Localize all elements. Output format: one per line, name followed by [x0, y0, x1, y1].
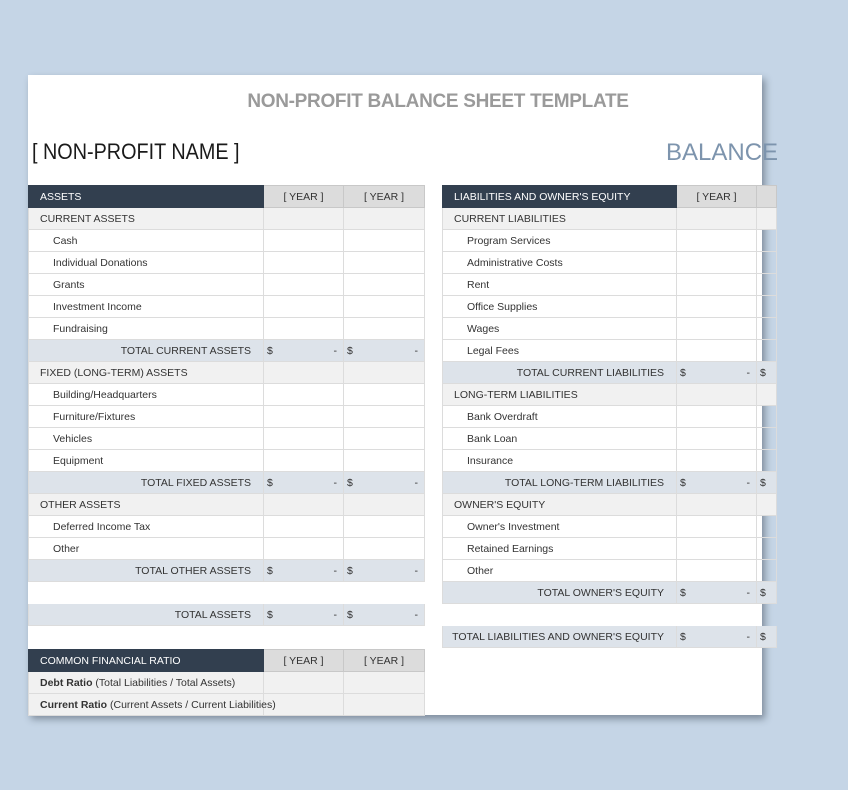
table-row [29, 296, 425, 318]
total-row: TOTAL OWNER'S EQUITY $ - $ [443, 582, 777, 604]
total-row: TOTAL CURRENT LIABILITIES $ - $ [443, 362, 777, 384]
total-value: $ - [264, 340, 344, 362]
amount-cell[interactable] [264, 296, 344, 318]
ratio-header-row [29, 650, 425, 672]
year-header[interactable]: [ YEAR ] [677, 186, 757, 208]
table-row [29, 274, 425, 296]
year-header[interactable]: [ YEAR ] [264, 186, 344, 208]
amount-cell[interactable] [677, 560, 757, 582]
amount-cell[interactable] [264, 252, 344, 274]
ratio-name: Current Ratio [40, 698, 108, 711]
grand-total-row: TOTAL LIABILITIES AND OWNER'S EQUITY $ - $ [443, 626, 777, 648]
amount-cell[interactable] [677, 318, 757, 340]
row-label: Other [29, 538, 264, 560]
row-label: Grants [29, 274, 264, 296]
row-label: Vehicles [29, 428, 264, 450]
row-label: Wages [443, 318, 677, 340]
amount-cell[interactable] [677, 538, 757, 560]
row-label: Furniture/Fixtures [29, 406, 264, 428]
amount-cell[interactable] [677, 252, 757, 274]
year-header[interactable]: [ YEAR ] [344, 650, 425, 672]
table-row [443, 296, 777, 318]
amount-cell[interactable] [677, 428, 757, 450]
ratio-table [28, 649, 425, 716]
ratio-value[interactable] [264, 672, 344, 694]
amount-cell[interactable] [344, 428, 425, 450]
total-label: TOTAL CURRENT ASSETS [29, 340, 264, 362]
table-row [29, 230, 425, 252]
amount-cell[interactable] [264, 406, 344, 428]
row-label: Office Supplies [443, 296, 677, 318]
total-label: TOTAL CURRENT LIABILITIES [443, 362, 677, 384]
ratio-name: Debt Ratio [40, 676, 93, 689]
total-value: $ - [344, 340, 425, 362]
amount-cell[interactable] [264, 230, 344, 252]
table-row [443, 428, 777, 450]
table-row [29, 428, 425, 450]
amount-cell[interactable] [344, 296, 425, 318]
amount-cell[interactable] [264, 428, 344, 450]
table-row [443, 274, 777, 296]
row-label: Program Services [443, 230, 677, 252]
amount-cell[interactable] [344, 406, 425, 428]
total-value: $ - [344, 604, 425, 626]
table-row [443, 560, 777, 582]
ratio-formula: (Total Liabilities / Total Assets) [95, 676, 236, 689]
amount-cell[interactable] [344, 538, 425, 560]
section-row [29, 208, 425, 230]
ratio-header: COMMON FINANCIAL RATIO [29, 650, 264, 672]
assets-header: ASSETS [29, 186, 264, 208]
table-row [29, 538, 425, 560]
total-value: $ - [677, 362, 757, 384]
section-row [29, 362, 425, 384]
total-value: $ - [344, 560, 425, 582]
total-value: $ - [677, 582, 757, 604]
amount-cell[interactable] [344, 230, 425, 252]
amount-cell[interactable] [344, 516, 425, 538]
table-row [443, 340, 777, 362]
liabilities-header: LIABILITIES AND OWNER'S EQUITY [443, 186, 677, 208]
amount-cell[interactable] [344, 384, 425, 406]
table-row [443, 538, 777, 560]
amount-cell[interactable] [677, 340, 757, 362]
section-row [29, 494, 425, 516]
amount-cell[interactable] [344, 450, 425, 472]
grand-total-row [29, 604, 425, 626]
row-label: Bank Overdraft [443, 406, 677, 428]
section-row [443, 494, 777, 516]
balance-heading: BALANCE [666, 139, 779, 166]
row-label: Bank Loan [443, 428, 677, 450]
amount-cell[interactable] [264, 318, 344, 340]
ratio-value[interactable] [344, 694, 425, 716]
row-label: Individual Donations [29, 252, 264, 274]
total-row [29, 560, 425, 582]
amount-cell[interactable] [264, 450, 344, 472]
section-heading: CURRENT LIABILITIES [443, 208, 677, 230]
amount-cell[interactable] [264, 274, 344, 296]
liabilities-table [442, 185, 777, 648]
total-label: TOTAL FIXED ASSETS [29, 472, 264, 494]
row-label: Cash [29, 230, 264, 252]
row-label: Equipment [29, 450, 264, 472]
amount-cell[interactable] [344, 274, 425, 296]
amount-cell[interactable] [677, 274, 757, 296]
amount-cell[interactable] [677, 406, 757, 428]
table-row [443, 230, 777, 252]
total-value: $ - [677, 472, 757, 494]
section-heading: OWNER'S EQUITY [443, 494, 677, 516]
section-row [443, 208, 777, 230]
amount-cell[interactable] [264, 384, 344, 406]
total-value: $ - [344, 472, 425, 494]
row-label: Retained Earnings [443, 538, 677, 560]
section-heading: FIXED (LONG-TERM) ASSETS [29, 362, 264, 384]
row-label: Deferred Income Tax [29, 516, 264, 538]
row-label: Administrative Costs [443, 252, 677, 274]
amount-cell[interactable] [677, 516, 757, 538]
total-label: TOTAL OWNER'S EQUITY [443, 582, 677, 604]
total-row: TOTAL LONG-TERM LIABILITIES $ - $ [443, 472, 777, 494]
amount-cell[interactable] [264, 516, 344, 538]
page-title: NON-PROFIT BALANCE SHEET TEMPLATE [247, 91, 629, 112]
total-row [29, 472, 425, 494]
total-value: $ - [264, 472, 344, 494]
ratio-formula: (Current Assets / Current Liabilities) [110, 698, 276, 711]
total-value: $ - [264, 560, 344, 582]
section-row [443, 384, 777, 406]
table-row [443, 450, 777, 472]
year-header[interactable]: [ YEAR ] [344, 186, 425, 208]
table-row [29, 516, 425, 538]
spreadsheet-page [28, 75, 779, 715]
table-row [29, 406, 425, 428]
ratio-row [29, 694, 425, 716]
table-row [29, 252, 425, 274]
liabilities-header-row [443, 186, 777, 208]
total-label: TOTAL ASSETS [29, 604, 264, 626]
row-label: Owner's Investment [443, 516, 677, 538]
table-row [443, 406, 777, 428]
row-label: Fundraising [29, 318, 264, 340]
amount-cell[interactable] [264, 538, 344, 560]
total-label: TOTAL LONG-TERM LIABILITIES [443, 472, 677, 494]
total-label: TOTAL LIABILITIES AND OWNER'S EQUITY [443, 626, 677, 648]
table-row [443, 516, 777, 538]
amount-cell[interactable] [677, 230, 757, 252]
amount-cell[interactable] [677, 450, 757, 472]
row-label: Other [443, 560, 677, 582]
row-label: Legal Fees [443, 340, 677, 362]
ratio-row [29, 672, 425, 694]
assets-header-row [29, 186, 425, 208]
table-row [443, 252, 777, 274]
table-row [29, 318, 425, 340]
table-row [443, 318, 777, 340]
table-row [29, 450, 425, 472]
amount-cell[interactable] [344, 252, 425, 274]
year-header[interactable]: [ YEAR ] [264, 650, 344, 672]
section-heading: LONG-TERM LIABILITIES [443, 384, 677, 406]
amount-cell[interactable] [344, 318, 425, 340]
assets-table [28, 185, 425, 626]
total-row [29, 340, 425, 362]
table-row [29, 384, 425, 406]
total-value: $ - [677, 626, 757, 648]
total-value: $ - [264, 604, 344, 626]
section-heading: CURRENT ASSETS [29, 208, 264, 230]
row-label: Building/Headquarters [29, 384, 264, 406]
amount-cell[interactable] [677, 296, 757, 318]
row-label: Investment Income [29, 296, 264, 318]
org-name-field[interactable]: [ NON-PROFIT NAME ] [32, 139, 240, 164]
row-label: Rent [443, 274, 677, 296]
total-label: TOTAL OTHER ASSETS [29, 560, 264, 582]
row-label: Insurance [443, 450, 677, 472]
ratio-value[interactable] [344, 672, 425, 694]
section-heading: OTHER ASSETS [29, 494, 264, 516]
